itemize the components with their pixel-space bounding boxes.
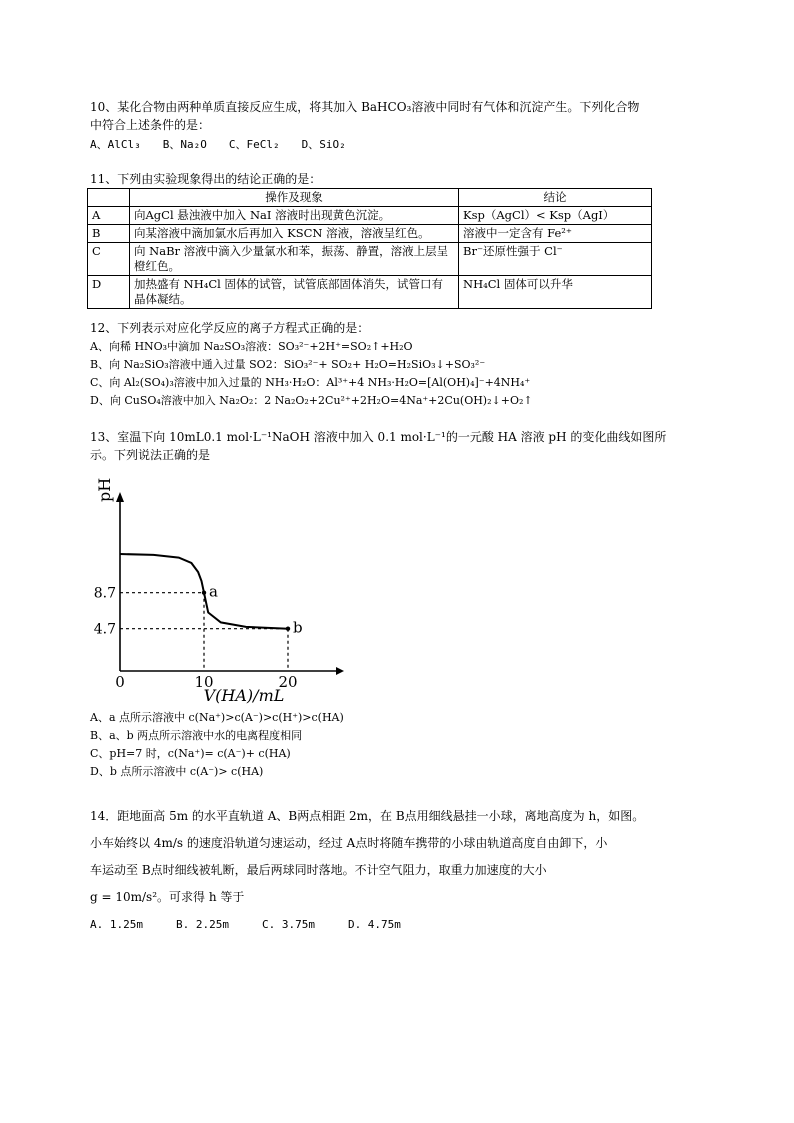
row-conclusion: 溶液中一定含有 Fe²⁺	[459, 225, 652, 243]
q12-option-c: C、向 Al₂(SO₄)₃溶液中加入过量的 NH₃·H₂O：Al³⁺+4 NH₃·H₂O=[Al(OH)₄]⁻+4NH₄⁺	[90, 376, 531, 389]
row-conclusion: NH₄Cl 固体可以升华	[459, 276, 652, 309]
x-tick-label: 10	[194, 673, 214, 691]
q13-stem-line2: 示。下列说法正确的是	[90, 448, 211, 462]
q14-line4: g = 10m/s²。可求得 h 等于	[90, 890, 245, 904]
row-conclusion: Ksp（AgCl）< Ksp（AgI）	[459, 207, 652, 225]
table-row	[88, 276, 652, 309]
y-axis-label: pH	[95, 477, 114, 502]
x-axis-label: V(HA)/mL	[203, 686, 285, 705]
row-operation: 向AgCl 悬浊液中加入 NaI 溶液时出现黄色沉淀。	[130, 207, 459, 225]
table-header-row	[88, 189, 652, 207]
row-operation: 向某溶液中滴加氯水后再加入 KSCN 溶液，溶液呈红色。	[130, 225, 459, 243]
x-tick-label: 0	[115, 673, 125, 691]
row-label: B	[88, 225, 130, 243]
q13-option-d: D、b 点所示溶液中 c(A⁻)> c(HA)	[90, 765, 264, 778]
q13-stem-line1: 13、室温下向 10mL0.1 mol·L⁻¹NaOH 溶液中加入 0.1 mol·L⁻¹的一元酸 HA 溶液 pH 的变化曲线如图所	[90, 430, 667, 444]
table-row	[88, 225, 652, 243]
q13-option-a: A、a 点所示溶液中 c(Na⁺)>c(A⁻)>c(H⁺)>c(HA)	[90, 711, 344, 724]
row-label: D	[88, 276, 130, 309]
row-label: C	[88, 243, 130, 276]
row-label: A	[88, 207, 130, 225]
q11-table	[87, 188, 652, 309]
table-header-conclusion: 结论	[459, 189, 652, 207]
q14-options: A. 1.25m B. 2.25m C. 3.75m D. 4.75m	[90, 918, 401, 931]
y-tick-label: 8.7	[93, 585, 116, 602]
point-label-a: a	[209, 582, 218, 601]
q14-line2: 小车始终以 4m/s 的速度沿轨道匀速运动，经过 A点时将随车携带的小球由轨道高度自由卸下，小	[90, 836, 608, 850]
y-tick-label: 4.7	[93, 621, 116, 638]
q10-stem-line2: 中符合上述条件的是：	[90, 118, 211, 132]
row-operation: 加热盛有 NH₄Cl 固体的试管，试管底部固体消失，试管口有晶体凝结。	[130, 276, 459, 309]
x-axis-arrow	[336, 667, 344, 675]
q12-option-d: D、向 CuSO₄溶液中加入 Na₂O₂：2 Na₂O₂+2Cu²⁺+2H₂O=4Na⁺+2Cu(OH)₂↓+O₂↑	[90, 394, 533, 407]
q12-option-a: A、向稀 HNO₃中滴加 Na₂SO₃溶液：SO₃²⁻+2H⁺=SO₂↑+H₂O	[90, 340, 413, 353]
q13-option-b: B、a、b 两点所示溶液中水的电离程度相同	[90, 729, 303, 742]
q12-option-b: B、向 Na₂SiO₃溶液中通入过量 SO2：SiO₃²⁻+ SO₂+ H₂O=H₂SiO₃↓+SO₃²⁻	[90, 358, 486, 371]
x-tick-label: 20	[278, 673, 298, 691]
row-conclusion: Br⁻还原性强于 Cl⁻	[459, 243, 652, 276]
q14-line1: 14．距地面高 5m 的水平直轨道 A、B两点相距 2m，在 B点用细线悬挂一小球，离地高度为 h，如图。	[90, 809, 645, 823]
point-label-b: b	[293, 618, 303, 637]
q10-options: A、AlCl₃ B、Na₂O C、FeCl₂ D、SiO₂	[90, 138, 346, 151]
table-row	[88, 207, 652, 225]
point-b	[286, 627, 290, 631]
table-header-operation: 操作及现象	[130, 189, 459, 207]
ph-titration-chart	[86, 476, 356, 706]
y-axis-arrow	[116, 492, 124, 502]
table-header-blank	[88, 189, 130, 207]
point-a	[202, 591, 206, 595]
q12-stem: 12、下列表示对应化学反应的离子方程式正确的是：	[90, 321, 370, 335]
q11-stem: 11、下列由实验现象得出的结论正确的是：	[90, 172, 322, 186]
q10-stem-line1: 10、某化合物由两种单质直接反应生成，将其加入 BaHCO₃溶液中同时有气体和沉淀产生。下列化合物	[90, 100, 640, 114]
row-operation: 向 NaBr 溶液中滴入少量氯水和苯，振荡、静置，溶液上层呈橙红色。	[130, 243, 459, 276]
table-row	[88, 243, 652, 276]
q13-option-c: C、pH=7 时，c(Na⁺)= c(A⁻)+ c(HA)	[90, 747, 291, 760]
q14-line3: 车运动至 B点时细线被轧断，最后两球同时落地。不计空气阻力，取重力加速度的大小	[90, 863, 547, 877]
